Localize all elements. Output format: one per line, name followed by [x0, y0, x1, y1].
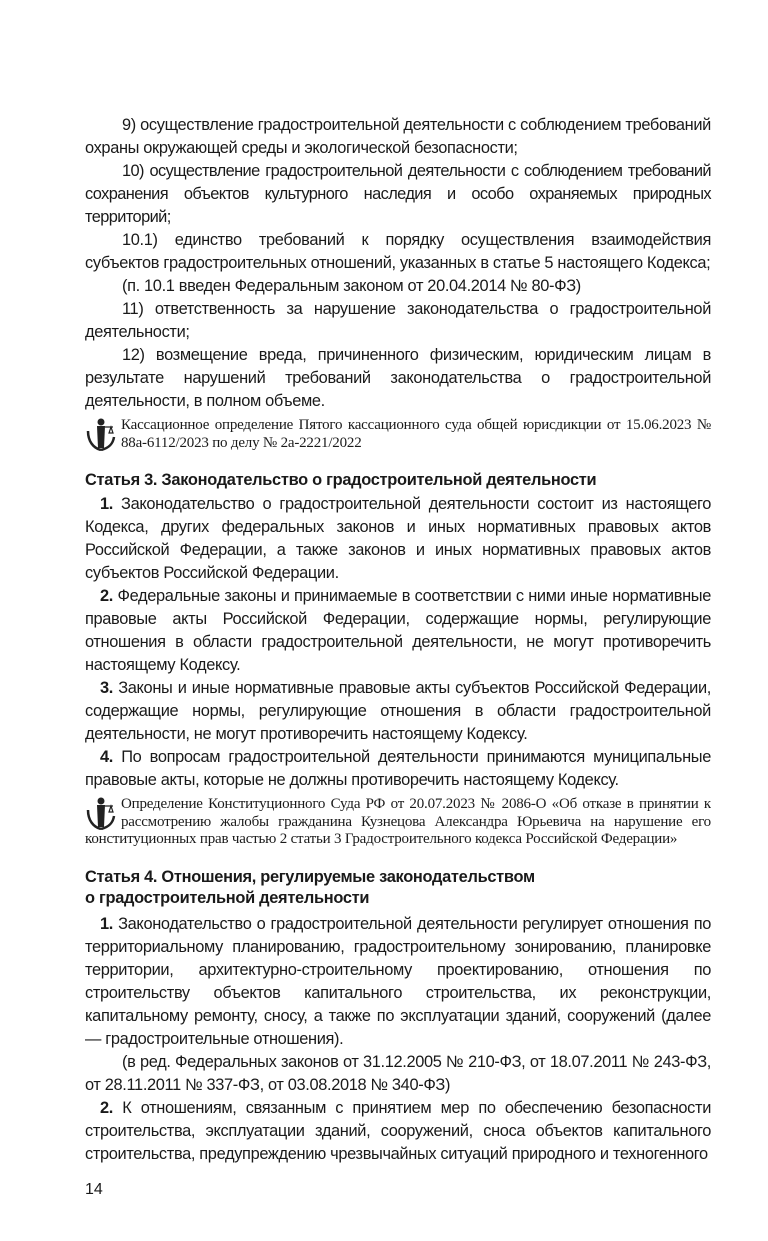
themis-icon — [85, 417, 117, 451]
article-3 — [85, 470, 711, 792]
article-item: 1. Законодательство о градостроительной деятельности регулирует отношения по территориальному планированию, градостроительному зонированию, планировке территории, архитектурно-строительному проектированию, отношения по строительству объектов капитального строительства, их реконструкции, капитальному ремонту, сносу, а также по эксплуатации зданий, сооружений (далее — градостроительные отношения). — [85, 914, 711, 1048]
paragraph: 9) осуществление градостроительной деятельности с соблюдением требований охраны окружающей среды и экологической безопасности; — [85, 116, 711, 157]
paragraph: 10.1) единство требований к порядку осуществления взаимодействия субъектов градостроительных отношений, указанных в статье 5 настоящего Кодекса; — [85, 231, 711, 272]
article-item: 2. Федеральные законы и принимаемые в соответствии с ними иные нормативные правовые акты Российской Федерации, содержащие нормы, регулирующие отношения в области градостроительной деятельности, не могут противоречить настоящему Кодексу. — [85, 587, 711, 674]
court-note: Кассационное определение Пятого кассационного суда общей юрисдикции от 15.06.2023 № 88а-6112/2023 по делу № 2а-2221/2022 — [85, 417, 711, 452]
article-item: 4. По вопросам градостроительной деятельности принимаются муниципальные правовые акты, которые не должны противоречить настоящему Кодексу. — [85, 748, 711, 789]
article-item: 2. К отношениям, связанным с принятием мер по обеспечению безопасности строительства, эксплуатации зданий, сооружений, сноса объектов капитального строительства, предупреждению чрезвычайных ситуаций природного и техногенного — [85, 1098, 711, 1163]
article-item: 1. Законодательство о градостроительной деятельности состоит из настоящего Кодекса, других федеральных законов и иных нормативных правовых актов Российской Федерации, а также законов и иных нормативных правовых актов субъектов Российской Федерации. — [85, 495, 711, 582]
court-note: Определение Конституционного Суда РФ от 20.07.2023 № 2086-О «Об отказе в принятии к рассмотрению жалобы гражданина Кузнецова Александра Юрьевича на нарушение его конституционных прав частью 2 статьи 3 Градостроительного кодекса Российской Федерации» — [85, 796, 711, 847]
paragraph: 11) ответственность за нарушение законодательства о градостроительной деятельности; — [85, 300, 711, 341]
paragraph: (п. 10.1 введен Федеральным законом от 20.04.2014 № 80-ФЗ) — [122, 277, 581, 295]
paragraph: 10) осуществление градостроительной деятельности с соблюдением требований сохранения объектов культурного наследия и особо охраняемых природных территорий; — [85, 162, 711, 226]
page-number: 14 — [85, 1180, 103, 1198]
article-title: Статья 4. Отношения, регулируемые законодательством о градостроительной деятельности — [85, 867, 535, 907]
paragraph: 12) возмещение вреда, причиненного физическим, юридическим лицам в результате нарушений требований законодательства о градостроительной деятельности, в полном объеме. — [85, 346, 711, 410]
section-principles — [85, 114, 711, 413]
themis-icon — [85, 796, 117, 830]
article-item: 3. Законы и иные нормативные правовые акты субъектов Российской Федерации, содержащие нормы, регулирующие отношения в области градостроительной деятельности, не могут противоречить настоящему Кодексу. — [85, 679, 711, 743]
amendment-note: (в ред. Федеральных законов от 31.12.2005 № 210-ФЗ, от 18.07.2011 № 243-ФЗ, от 28.11.2011 № 337-ФЗ, от 03.08.2018 № 340-ФЗ) — [85, 1052, 711, 1094]
article-title: Статья 3. Законодательство о градостроительной деятельности — [85, 471, 597, 489]
article-4 — [85, 867, 711, 1166]
